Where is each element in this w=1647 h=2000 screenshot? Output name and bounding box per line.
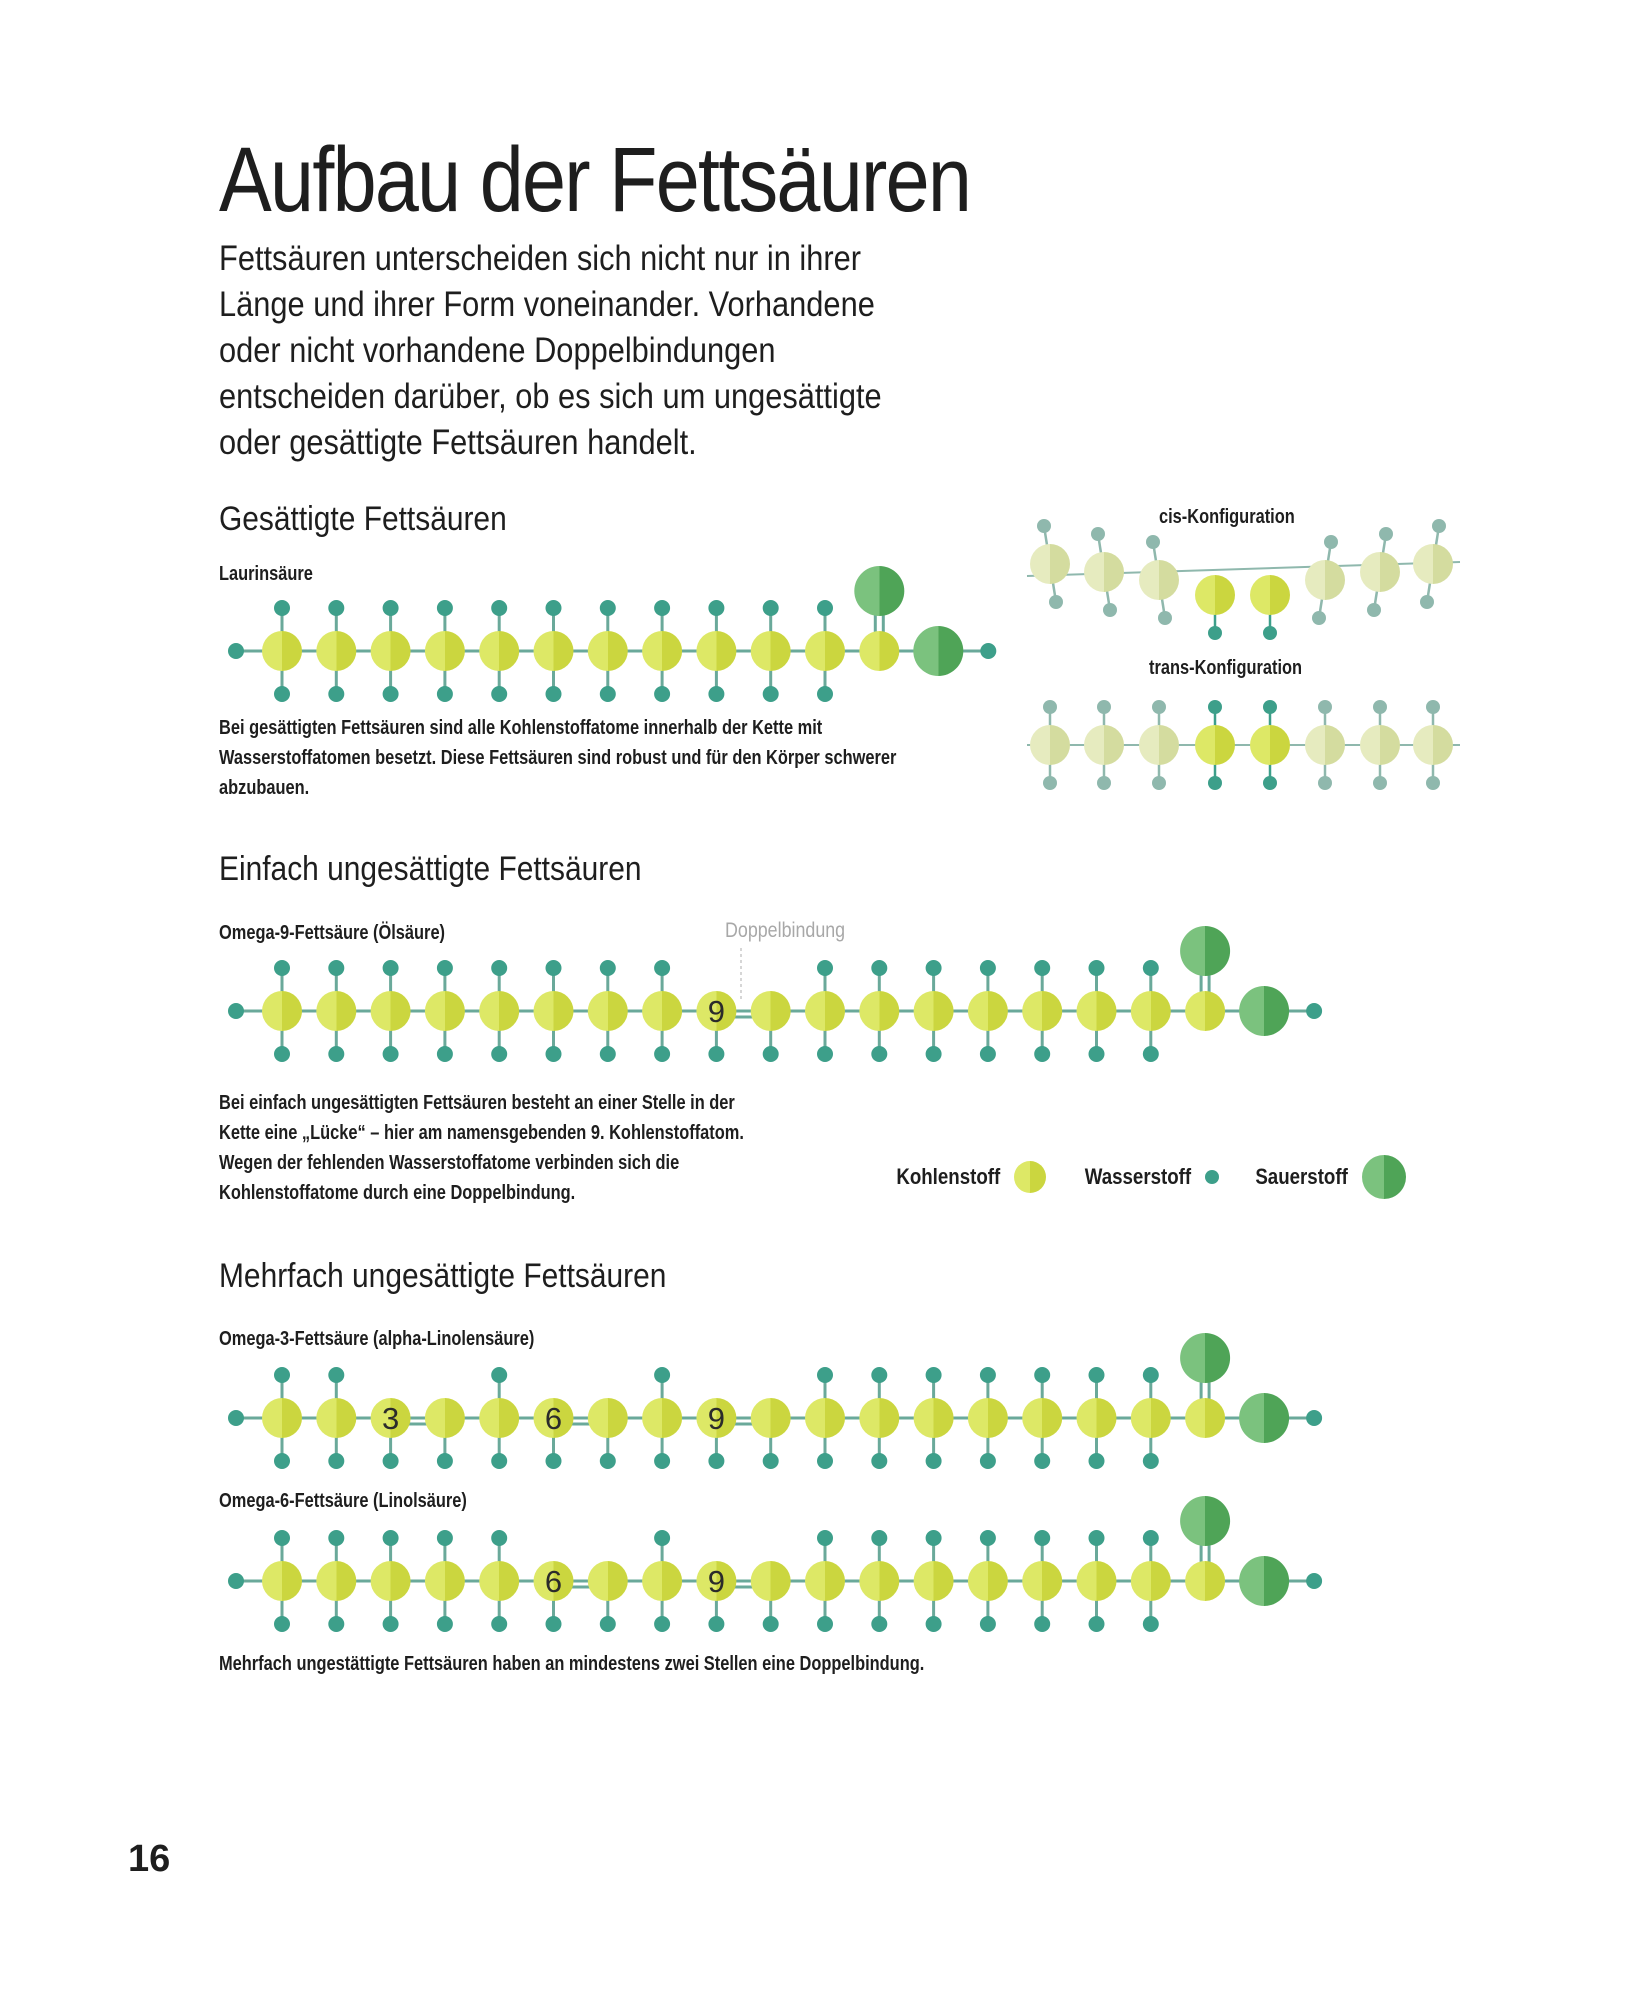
laurin-hydrogen-bottom-2 (328, 686, 344, 702)
cis-hydrogen-bottom-3 (1158, 611, 1172, 625)
omega9-hydrogen-bottom-13 (926, 1046, 942, 1062)
omega3-carbon-17 (1131, 1398, 1171, 1438)
omega9-hydrogen-top-2 (328, 960, 344, 976)
omega9-carbon-15 (1022, 991, 1062, 1031)
cis-hydrogen-bottom-6 (1312, 611, 1326, 625)
omega3-carbon-4 (425, 1398, 465, 1438)
omega3-hydrogen-bottom-13 (926, 1453, 942, 1469)
trans-hydrogen-bottom-7 (1373, 776, 1387, 790)
omega6-carbon-3 (371, 1561, 411, 1601)
omega6-hydrogen-top-11 (817, 1530, 833, 1546)
omega3-hydrogen-top-1 (274, 1367, 290, 1383)
omega6-hydrogen-bottom-15 (1034, 1616, 1050, 1632)
chain-label-omega-3: Omega-3-Fettsäure (alpha-Linolensäure) (219, 1328, 535, 1350)
omega6-carbon-7 (588, 1561, 628, 1601)
trans-carbon-2 (1084, 725, 1124, 765)
omega6-hydrogen-top-13 (926, 1530, 942, 1546)
omega6-hydrogen-bottom-11 (817, 1616, 833, 1632)
laurin-oxygen-side (913, 626, 963, 676)
omega6-carbon-1 (262, 1561, 302, 1601)
omega6-hydrogen-top-12 (871, 1530, 887, 1546)
omega3-carbon-5 (479, 1398, 519, 1438)
omega9-hydrogen-top-14 (980, 960, 996, 976)
laurin-hydrogen-top-1 (274, 600, 290, 616)
omega6-hydrogen-bottom-14 (980, 1616, 996, 1632)
omega9-hydrogen-bottom-4 (437, 1046, 453, 1062)
section-title-mono: Einfach ungesättigte Fettsäuren (219, 850, 642, 888)
cis-hydrogen-bottom-4 (1208, 626, 1222, 640)
omega3-carbon-8 (642, 1398, 682, 1438)
trans-hydrogen-top-6 (1318, 700, 1332, 714)
omega6-hydrogen-end-left (228, 1573, 244, 1589)
omega3-hydrogen-bottom-4 (437, 1453, 453, 1469)
omega6-carbon-18 (1185, 1561, 1225, 1601)
laurin-hydrogen-top-11 (817, 600, 833, 616)
omega6-carbon-16 (1077, 1561, 1117, 1601)
cis-carbon-4 (1195, 575, 1235, 615)
omega6-carbon-13 (914, 1561, 954, 1601)
section-title-poly: Mehrfach ungesättigte Fettsäuren (219, 1257, 667, 1295)
trans-config-label: trans-Konfiguration (1149, 657, 1303, 679)
omega6-hydrogen-bottom-1 (274, 1616, 290, 1632)
omega3-hydrogen-top-13 (926, 1367, 942, 1383)
omega9-carbon-2 (316, 991, 356, 1031)
trans-hydrogen-top-3 (1152, 700, 1166, 714)
omega3-hydrogen-bottom-10 (763, 1453, 779, 1469)
laurin-carbon-1 (262, 631, 302, 671)
omega9-carbon-number-9: 9 (707, 994, 726, 1029)
laurin-hydrogen-bottom-5 (491, 686, 507, 702)
laurin-hydrogen-top-3 (383, 600, 399, 616)
omega3-hydrogen-top-5 (491, 1367, 507, 1383)
cis-hydrogen-bottom-1 (1049, 595, 1063, 609)
omega3-hydrogen-top-15 (1034, 1367, 1050, 1383)
omega3-carbon-11 (805, 1398, 845, 1438)
trans-carbon-1 (1030, 725, 1070, 765)
omega6-carbon-17 (1131, 1561, 1171, 1601)
cis-hydrogen-bottom-5 (1263, 626, 1277, 640)
omega9-carbon-6 (534, 991, 574, 1031)
omega6-hydrogen-bottom-5 (491, 1616, 507, 1632)
legend-item-carbon (878, 1161, 1046, 1193)
omega3-hydrogen-bottom-3 (383, 1453, 399, 1469)
omega6-hydrogen-top-8 (654, 1530, 670, 1546)
omega6-carbon-10 (751, 1561, 791, 1601)
omega3-hydrogen-top-16 (1089, 1367, 1105, 1383)
laurin-hydrogen-top-7 (600, 600, 616, 616)
omega3-carbon-number-9: 9 (707, 1401, 726, 1436)
laurin-carbon-11 (805, 631, 845, 671)
omega9-carbon-10 (751, 991, 791, 1031)
laurin-carbon-3 (371, 631, 411, 671)
omega9-carbon-11 (805, 991, 845, 1031)
cis-hydrogen-top-2 (1091, 527, 1105, 541)
laurin-carbon-9 (696, 631, 736, 671)
cis-hydrogen-top-3 (1146, 535, 1160, 549)
omega9-oxygen-side (1239, 986, 1289, 1036)
omega6-hydrogen-top-16 (1089, 1530, 1105, 1546)
omega3-hydrogen-top-17 (1143, 1367, 1159, 1383)
hydrogen-swatch-icon (1205, 1170, 1219, 1184)
omega3-oxygen-top (1180, 1333, 1230, 1383)
omega9-hydrogen-bottom-12 (871, 1046, 887, 1062)
omega6-carbon-15 (1022, 1561, 1062, 1601)
omega6-carbon-2 (316, 1561, 356, 1601)
cis-hydrogen-top-8 (1432, 519, 1446, 533)
omega6-hydrogen-top-4 (437, 1530, 453, 1546)
omega9-hydrogen-bottom-15 (1034, 1046, 1050, 1062)
laurin-hydrogen-bottom-7 (600, 686, 616, 702)
omega9-carbon-14 (968, 991, 1008, 1031)
trans-hydrogen-top-7 (1373, 700, 1387, 714)
laurin-carbon-10 (751, 631, 791, 671)
omega3-carbon-12 (859, 1398, 899, 1438)
omega9-hydrogen-bottom-1 (274, 1046, 290, 1062)
omega3-hydrogen-bottom-2 (328, 1453, 344, 1469)
trans-hydrogen-bottom-5 (1263, 776, 1277, 790)
omega6-hydrogen-top-14 (980, 1530, 996, 1546)
description-poly: Mehrfach ungestättigte Fettsäuren haben an mindestens zwei Stellen eine Doppelbindung. (219, 1653, 925, 1675)
omega9-hydrogen-top-6 (546, 960, 562, 976)
omega6-hydrogen-top-5 (491, 1530, 507, 1546)
omega9-hydrogen-top-7 (600, 960, 616, 976)
laurin-hydrogen-bottom-3 (383, 686, 399, 702)
omega3-hydrogen-bottom-1 (274, 1453, 290, 1469)
omega6-hydrogen-top-15 (1034, 1530, 1050, 1546)
cis-carbon-8 (1413, 544, 1453, 584)
omega3-hydrogen-top-2 (328, 1367, 344, 1383)
cis-hydrogen-bottom-8 (1420, 595, 1434, 609)
laurin-hydrogen-bottom-4 (437, 686, 453, 702)
laurin-hydrogen-top-9 (708, 600, 724, 616)
trans-carbon-7 (1360, 725, 1400, 765)
omega3-carbon-16 (1077, 1398, 1117, 1438)
laurin-hydrogen-top-8 (654, 600, 670, 616)
omega9-hydrogen-bottom-17 (1143, 1046, 1159, 1062)
omega6-carbon-11 (805, 1561, 845, 1601)
laurin-oxygen-top (854, 566, 904, 616)
omega3-hydrogen-bottom-12 (871, 1453, 887, 1469)
trans-hydrogen-bottom-3 (1152, 776, 1166, 790)
omega9-hydrogen-top-17 (1143, 960, 1159, 976)
trans-hydrogen-top-5 (1263, 700, 1277, 714)
omega6-oxygen-top (1180, 1496, 1230, 1546)
omega3-carbon-2 (316, 1398, 356, 1438)
trans-hydrogen-bottom-2 (1097, 776, 1111, 790)
legend-label-oxygen: Sauerstoff (1255, 1164, 1348, 1189)
omega9-carbon-8 (642, 991, 682, 1031)
omega6-hydrogen-top-2 (328, 1530, 344, 1546)
omega6-hydrogen-bottom-12 (871, 1616, 887, 1632)
chain-label-omega-6: Omega-6-Fettsäure (Linolsäure) (219, 1490, 467, 1512)
omega3-hydrogen-end-left (228, 1410, 244, 1426)
omega6-hydrogen-bottom-2 (328, 1616, 344, 1632)
legend-item-hydrogen (1066, 1164, 1219, 1190)
description-mono: Bei einfach ungesättigten Fettsäuren besteht an einer Stelle in der Kette eine „Lücke“ – hier am namensgebenden 9. Kohlenstoffatom. Wegen der fehlenden Wasserstoffatome verbinden sich die Kohlenstoffatome durch eine Doppelbindung. (219, 1092, 744, 1204)
trans-hydrogen-bottom-1 (1043, 776, 1057, 790)
omega3-carbon-13 (914, 1398, 954, 1438)
omega6-carbon-5 (479, 1561, 519, 1601)
omega3-carbon-number-6: 6 (544, 1401, 563, 1436)
description-saturated: Bei gesättigten Fettsäuren sind alle Kohlenstoffatome innerhalb der Kette mit Wasserstoffatomen besetzt. Diese Fettsäuren sind robust und für den Körper schwerer abzubauen. (219, 717, 897, 799)
omega3-hydrogen-bottom-5 (491, 1453, 507, 1469)
omega9-carbon-5 (479, 991, 519, 1031)
cis-hydrogen-top-7 (1379, 527, 1393, 541)
trans-carbon-6 (1305, 725, 1345, 765)
omega6-hydrogen-bottom-7 (600, 1616, 616, 1632)
omega9-hydrogen-end-right (1306, 1003, 1322, 1019)
omega6-carbon-14 (968, 1561, 1008, 1601)
page-title: Aufbau der Fettsäuren (219, 129, 971, 231)
double-bond-annotation: Doppelbindung (725, 919, 846, 942)
omega9-hydrogen-top-3 (383, 960, 399, 976)
omega9-hydrogen-top-16 (1089, 960, 1105, 976)
cis-carbon-3 (1139, 560, 1179, 600)
section-title-saturated: Gesättigte Fettsäuren (219, 500, 507, 538)
omega3-hydrogen-bottom-16 (1089, 1453, 1105, 1469)
laurin-hydrogen-top-6 (546, 600, 562, 616)
laurin-carbon-12 (859, 631, 899, 671)
trans-hydrogen-bottom-4 (1208, 776, 1222, 790)
omega3-hydrogen-top-12 (871, 1367, 887, 1383)
trans-hydrogen-top-2 (1097, 700, 1111, 714)
cis-hydrogen-top-1 (1037, 519, 1051, 533)
omega3-hydrogen-bottom-6 (546, 1453, 562, 1469)
legend-label-carbon: Kohlenstoff (896, 1164, 1001, 1189)
omega6-hydrogen-bottom-3 (383, 1616, 399, 1632)
omega9-hydrogen-top-4 (437, 960, 453, 976)
omega3-carbon-14 (968, 1398, 1008, 1438)
omega9-hydrogen-end-left (228, 1003, 244, 1019)
chain-label-omega-9: Omega-9-Fettsäure (Ölsäure) (219, 922, 446, 944)
omega6-hydrogen-bottom-6 (546, 1616, 562, 1632)
trans-hydrogen-top-8 (1426, 700, 1440, 714)
laurin-hydrogen-bottom-11 (817, 686, 833, 702)
omega9-hydrogen-bottom-14 (980, 1046, 996, 1062)
omega9-carbon-1 (262, 991, 302, 1031)
laurin-hydrogen-bottom-8 (654, 686, 670, 702)
trans-hydrogen-bottom-8 (1426, 776, 1440, 790)
cis-carbon-2 (1084, 552, 1124, 592)
omega6-hydrogen-top-17 (1143, 1530, 1159, 1546)
omega6-hydrogen-bottom-13 (926, 1616, 942, 1632)
cis-carbon-5 (1250, 575, 1290, 615)
omega3-carbon-1 (262, 1398, 302, 1438)
omega9-hydrogen-bottom-2 (328, 1046, 344, 1062)
laurin-hydrogen-bottom-10 (763, 686, 779, 702)
omega3-carbon-number-3: 3 (381, 1401, 400, 1436)
omega3-hydrogen-top-8 (654, 1367, 670, 1383)
omega9-carbon-3 (371, 991, 411, 1031)
legend-label-hydrogen: Wasserstoff (1084, 1164, 1192, 1189)
omega3-carbon-18 (1185, 1398, 1225, 1438)
omega9-hydrogen-top-8 (654, 960, 670, 976)
omega9-hydrogen-bottom-7 (600, 1046, 616, 1062)
cis-carbon-6 (1305, 560, 1345, 600)
omega9-hydrogen-bottom-16 (1089, 1046, 1105, 1062)
omega6-hydrogen-bottom-10 (763, 1616, 779, 1632)
omega6-hydrogen-top-3 (383, 1530, 399, 1546)
omega3-carbon-7 (588, 1398, 628, 1438)
trans-hydrogen-top-1 (1043, 700, 1057, 714)
omega9-carbon-18 (1185, 991, 1225, 1031)
trans-carbon-5 (1250, 725, 1290, 765)
cis-hydrogen-top-6 (1324, 535, 1338, 549)
laurin-carbon-6 (534, 631, 574, 671)
omega3-carbon-10 (751, 1398, 791, 1438)
laurin-carbon-5 (479, 631, 519, 671)
laurin-carbon-4 (425, 631, 465, 671)
omega6-hydrogen-bottom-4 (437, 1616, 453, 1632)
trans-hydrogen-bottom-6 (1318, 776, 1332, 790)
oxygen-swatch-icon (1362, 1155, 1406, 1199)
omega6-hydrogen-bottom-8 (654, 1616, 670, 1632)
laurin-hydrogen-bottom-1 (274, 686, 290, 702)
omega3-hydrogen-bottom-14 (980, 1453, 996, 1469)
laurin-hydrogen-end-right (980, 643, 996, 659)
omega9-hydrogen-top-5 (491, 960, 507, 976)
trans-carbon-3 (1139, 725, 1179, 765)
cis-carbon-7 (1360, 552, 1400, 592)
omega9-hydrogen-bottom-8 (654, 1046, 670, 1062)
omega9-hydrogen-bottom-10 (763, 1046, 779, 1062)
cis-config-label: cis-Konfiguration (1159, 506, 1295, 528)
intro-text: Fettsäuren unterscheiden sich nicht nur in ihrer Länge und ihrer Form voneinander. Vorhandene oder nicht vorhandene Doppelbindungen entscheiden darüber, ob es sich um ungesättigte oder gesättigte Fettsäuren handelt. (219, 239, 882, 462)
omega3-oxygen-side (1239, 1393, 1289, 1443)
omega3-carbon-15 (1022, 1398, 1062, 1438)
omega9-carbon-12 (859, 991, 899, 1031)
omega9-hydrogen-bottom-3 (383, 1046, 399, 1062)
omega6-oxygen-side (1239, 1556, 1289, 1606)
chain-label-laurinsaeure: Laurinsäure (219, 563, 313, 585)
omega3-hydrogen-top-14 (980, 1367, 996, 1383)
laurin-hydrogen-top-10 (763, 600, 779, 616)
omega9-hydrogen-bottom-6 (546, 1046, 562, 1062)
laurin-hydrogen-bottom-6 (546, 686, 562, 702)
laurin-hydrogen-end-left (228, 643, 244, 659)
omega6-carbon-8 (642, 1561, 682, 1601)
trans-carbon-8 (1413, 725, 1453, 765)
laurin-hydrogen-top-5 (491, 600, 507, 616)
omega3-hydrogen-end-right (1306, 1410, 1322, 1426)
omega9-carbon-16 (1077, 991, 1117, 1031)
legend-item-oxygen (1239, 1155, 1406, 1199)
cis-hydrogen-bottom-7 (1367, 603, 1381, 617)
omega3-hydrogen-bottom-15 (1034, 1453, 1050, 1469)
omega9-hydrogen-bottom-5 (491, 1046, 507, 1062)
omega6-carbon-12 (859, 1561, 899, 1601)
omega9-hydrogen-bottom-11 (817, 1046, 833, 1062)
omega9-carbon-17 (1131, 991, 1171, 1031)
omega9-carbon-7 (588, 991, 628, 1031)
laurin-carbon-2 (316, 631, 356, 671)
omega3-hydrogen-bottom-9 (708, 1453, 724, 1469)
carbon-swatch-icon (1014, 1161, 1046, 1193)
omega3-hydrogen-bottom-8 (654, 1453, 670, 1469)
omega3-hydrogen-bottom-11 (817, 1453, 833, 1469)
laurin-carbon-7 (588, 631, 628, 671)
omega6-hydrogen-bottom-16 (1089, 1616, 1105, 1632)
omega3-hydrogen-top-11 (817, 1367, 833, 1383)
laurin-hydrogen-top-4 (437, 600, 453, 616)
laurin-hydrogen-bottom-9 (708, 686, 724, 702)
omega9-oxygen-top (1180, 926, 1230, 976)
trans-carbon-4 (1195, 725, 1235, 765)
laurin-hydrogen-top-2 (328, 600, 344, 616)
omega9-hydrogen-top-15 (1034, 960, 1050, 976)
omega6-hydrogen-end-right (1306, 1573, 1322, 1589)
cis-carbon-1 (1030, 544, 1070, 584)
omega9-hydrogen-top-12 (871, 960, 887, 976)
trans-hydrogen-top-4 (1208, 700, 1222, 714)
omega9-hydrogen-top-13 (926, 960, 942, 976)
omega3-hydrogen-bottom-7 (600, 1453, 616, 1469)
omega9-hydrogen-top-11 (817, 960, 833, 976)
omega6-carbon-4 (425, 1561, 465, 1601)
legend (878, 1155, 1406, 1199)
omega6-hydrogen-top-1 (274, 1530, 290, 1546)
omega3-hydrogen-bottom-17 (1143, 1453, 1159, 1469)
omega6-carbon-number-6: 6 (544, 1564, 563, 1599)
laurin-carbon-8 (642, 631, 682, 671)
omega9-carbon-4 (425, 991, 465, 1031)
cis-hydrogen-bottom-2 (1103, 603, 1117, 617)
omega9-carbon-13 (914, 991, 954, 1031)
omega6-hydrogen-bottom-17 (1143, 1616, 1159, 1632)
page-number: 16 (128, 1838, 171, 1880)
omega6-hydrogen-bottom-9 (708, 1616, 724, 1632)
omega9-hydrogen-bottom-9 (708, 1046, 724, 1062)
omega9-hydrogen-top-1 (274, 960, 290, 976)
omega6-carbon-number-9: 9 (707, 1564, 726, 1599)
